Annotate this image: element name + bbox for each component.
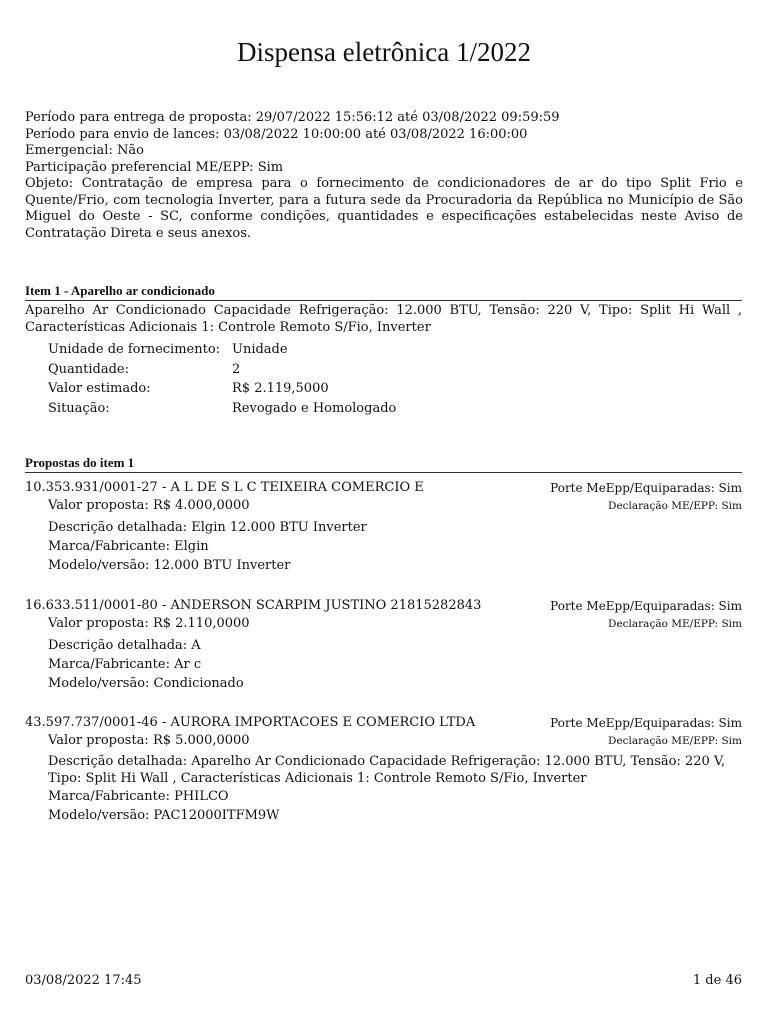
proposal-header (25, 479, 742, 497)
quantidade-row (48, 360, 742, 380)
page-title: Dispensa eletrônica 1/2022 (237, 37, 531, 67)
proposal-card (25, 479, 742, 575)
unidade-value: Unidade (232, 342, 288, 357)
proposal-modelo: Modelo/versão: 12.000 BTU Inverter (48, 558, 291, 573)
unidade-label: Unidade de fornecimento: (48, 342, 221, 357)
situacao-label: Situação: (48, 400, 110, 416)
page-number: 1 de 46 (692, 973, 742, 988)
situacao-row (48, 399, 742, 419)
proposal-marca: Marca/Fabricante: Elgin (48, 539, 209, 554)
proposal-company: 16.633.511/0001-80 - ANDERSON SCARPIM JUSTINO 21815282843 (25, 598, 482, 613)
proposal-company: 43.597.737/0001-46 - AURORA IMPORTACOES E COMERCIO LTDA (25, 715, 476, 730)
proposal-valor: Valor proposta: R$ 5.000,0000 (48, 733, 250, 748)
objeto: Objeto: Contratação de empresa para o fornecimento de condicionadores de ar do tipo Split Frio e Quente/Frio, com tecnologia Inverter, para a futura sede da Procuradoria da República no Município de São Miguel do Oeste - SC, conforme condições, quantidades e especificações estabelecidas neste Aviso de Contratação Direta e seus anexos. (25, 176, 743, 241)
proposal-marca: Marca/Fabricante: PHILCO (48, 789, 229, 804)
valor-estimado-value: R$ 2.119,5000 (232, 381, 329, 396)
proposal-details (48, 636, 742, 693)
proposal-value-row (48, 615, 742, 633)
proposal-valor: Valor proposta: R$ 4.000,0000 (48, 498, 250, 513)
periodo-lances: Período para envio de lances: 03/08/2022 10:00:00 até 03/08/2022 16:00:00 (25, 126, 528, 142)
proposal-value-row (48, 497, 742, 515)
valor-estimado-row (48, 379, 742, 399)
proposal-modelo: Modelo/versão: Condicionado (48, 676, 244, 691)
footer-timestamp: 03/08/2022 17:45 (25, 973, 142, 988)
item-heading: Item 1 - Aparelho ar condicionado (25, 283, 742, 301)
proposal-card (25, 714, 742, 825)
proposal-declaracao: Declaração ME/EPP: Sim (608, 618, 742, 630)
proposal-modelo: Modelo/versão: PAC12000ITFM9W (48, 808, 280, 823)
proposals-section (25, 455, 742, 475)
periodo-proposta: Período para entrega de proposta: 29/07/2022 15:56:12 até 03/08/2022 09:59:59 (25, 110, 560, 125)
proposal-porte: Porte MeEpp/Equiparadas: Sim (550, 599, 742, 613)
proposal-porte: Porte MeEpp/Equiparadas: Sim (550, 481, 742, 495)
quantidade-label: Quantidade: (48, 361, 130, 377)
proposal-descricao: Descrição detalhada: A (48, 638, 201, 653)
item-details (48, 340, 742, 418)
proposal-header (25, 714, 742, 732)
proposal-details (48, 518, 742, 575)
proposal-valor: Valor proposta: R$ 2.110,0000 (48, 616, 250, 631)
proposal-descricao: Descrição detalhada: Aparelho Ar Condicionado Capacidade Refrigeração: 12.000 BTU, Tensão: 220 V, Tipo: Split Hi Wall , Características Adicionais 1: Controle Remoto S/Fio, Inverter (48, 754, 726, 786)
item-section (25, 283, 742, 418)
proposal-details (48, 753, 742, 825)
proposal-header (25, 597, 742, 615)
unidade-row (48, 340, 742, 360)
proposal-porte: Porte MeEpp/Equiparadas: Sim (550, 716, 742, 730)
proposal-marca: Marca/Fabricante: Ar c (48, 657, 202, 672)
valor-estimado-label: Valor estimado: (48, 381, 151, 396)
emergencial: Emergencial: Não (25, 143, 144, 158)
proposal-declaracao: Declaração ME/EPP: Sim (608, 500, 742, 512)
proposal-company: 10.353.931/0001-27 - A L DE S L C TEIXEIRA COMERCIO E (25, 480, 424, 495)
proposal-declaracao: Declaração ME/EPP: Sim (608, 735, 742, 747)
item-description: Aparelho Ar Condicionado Capacidade Refrigeração: 12.000 BTU, Tensão: 220 V, Tipo: Split Hi Wall , Características Adicionais 1: Controle Remoto S/Fio, Inverter (25, 303, 742, 335)
participacao-preferencial: Participação preferencial ME/EPP: Sim (25, 159, 284, 175)
page-footer (25, 973, 742, 988)
quantidade-value: 2 (232, 361, 241, 377)
procurement-meta (25, 110, 743, 242)
proposals-heading: Propostas do item 1 (25, 455, 742, 473)
proposal-value-row (48, 732, 742, 750)
situacao-value: Revogado e Homologado (232, 400, 397, 416)
proposal-card (25, 597, 742, 693)
proposal-descricao: Descrição detalhada: Elgin 12.000 BTU Inverter (48, 520, 367, 535)
